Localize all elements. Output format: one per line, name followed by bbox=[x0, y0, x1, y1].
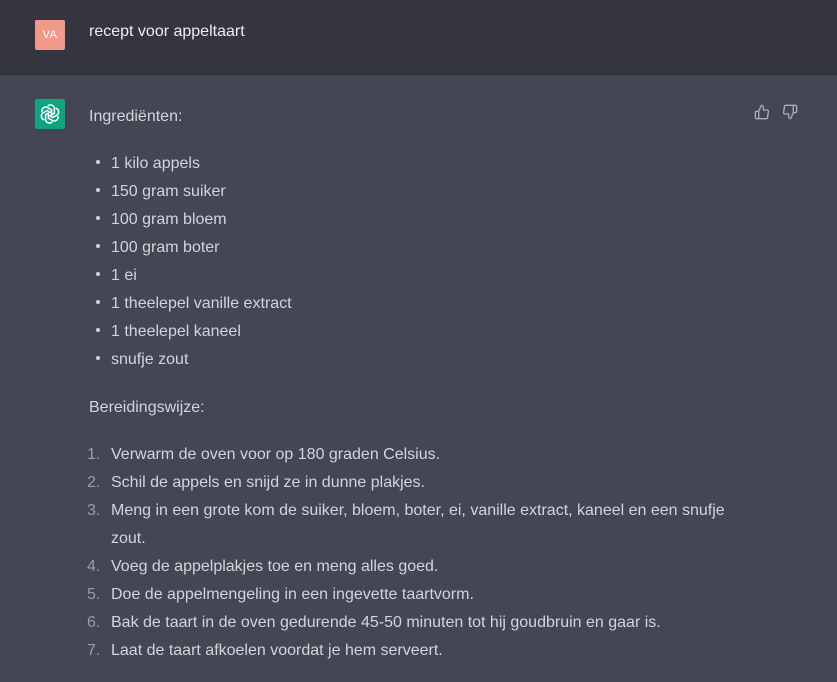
openai-logo-icon bbox=[39, 103, 61, 125]
step-text: Meng in een grote kom de suiker, bloem, boter, ei, vanille extract, kaneel en een snufje zout. bbox=[111, 502, 725, 547]
step-text: Laat de taart afkoelen voordat je hem serveert. bbox=[111, 642, 443, 659]
step-number: 7. bbox=[87, 642, 101, 659]
step-number: 3. bbox=[87, 502, 101, 519]
ingredient-item: 100 gram boter bbox=[89, 234, 749, 262]
step-item bbox=[89, 441, 749, 469]
user-message-row bbox=[0, 0, 837, 75]
assistant-avatar bbox=[35, 99, 65, 129]
thumbs-up-button[interactable] bbox=[753, 103, 771, 121]
step-item bbox=[89, 637, 749, 665]
step-item bbox=[89, 581, 749, 609]
step-number: 2. bbox=[87, 474, 101, 491]
step-text: Verwarm de oven voor op 180 graden Celsius. bbox=[111, 446, 441, 463]
ingredient-item: 1 theelepel vanille extract bbox=[89, 290, 749, 318]
ingredient-item: 1 ei bbox=[89, 262, 749, 290]
steps-list bbox=[89, 441, 749, 665]
user-avatar: VA bbox=[35, 20, 65, 50]
thumbs-up-icon bbox=[754, 104, 770, 120]
ingredient-item: 1 theelepel kaneel bbox=[89, 318, 749, 346]
step-number: 6. bbox=[87, 614, 101, 631]
ingredient-item: snufje zout bbox=[89, 346, 749, 374]
step-text: Schil de appels en snijd ze in dunne plakjes. bbox=[111, 474, 425, 491]
step-text: Voeg de appelplakjes toe en meng alles goed. bbox=[111, 558, 439, 575]
step-number: 4. bbox=[87, 558, 101, 575]
step-number: 5. bbox=[87, 586, 101, 603]
assistant-message-content bbox=[89, 103, 749, 665]
ingredients-heading: Ingrediënten: bbox=[89, 108, 183, 125]
step-item bbox=[89, 497, 749, 553]
step-item bbox=[89, 469, 749, 497]
thumbs-down-icon bbox=[782, 104, 798, 120]
user-message-text: recept voor appeltaart bbox=[89, 23, 245, 40]
method-heading: Bereidingswijze: bbox=[89, 399, 205, 416]
step-item bbox=[89, 609, 749, 637]
thumbs-down-button[interactable] bbox=[781, 103, 799, 121]
step-number: 1. bbox=[87, 446, 101, 463]
ingredients-list bbox=[89, 150, 749, 374]
ingredient-item: 1 kilo appels bbox=[89, 150, 749, 178]
ingredient-item: 100 gram bloem bbox=[89, 206, 749, 234]
step-item bbox=[89, 553, 749, 581]
assistant-message-row bbox=[0, 75, 837, 682]
step-text: Doe de appelmengeling in een ingevette taartvorm. bbox=[111, 586, 474, 603]
ingredient-item: 150 gram suiker bbox=[89, 178, 749, 206]
step-text: Bak de taart in de oven gedurende 45-50 minuten tot hij goudbruin en gaar is. bbox=[111, 614, 661, 631]
